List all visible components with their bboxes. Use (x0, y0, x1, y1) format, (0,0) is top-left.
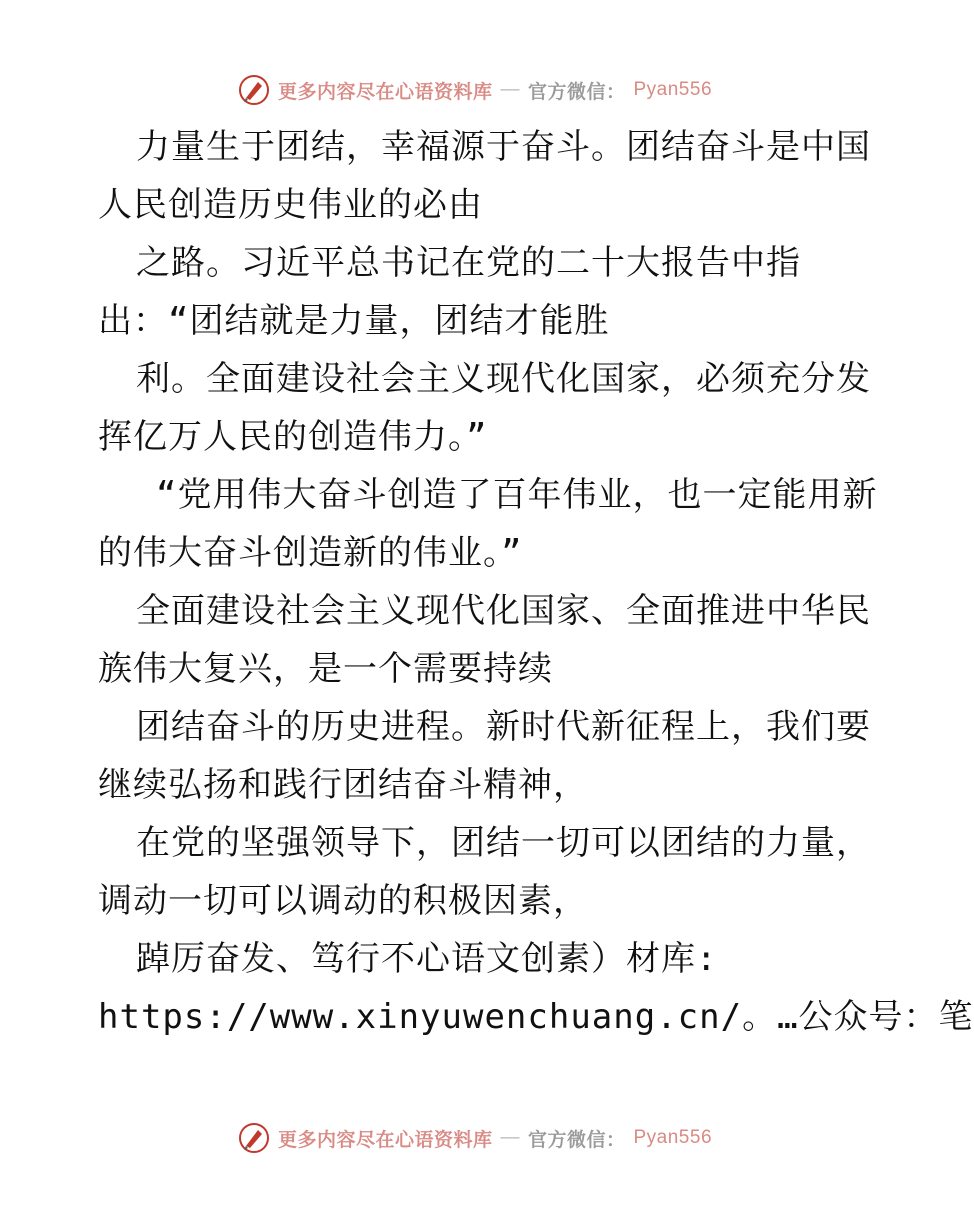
watermark-wechat-id: Pyan556 (633, 1127, 713, 1148)
watermark-main-text: 更多内容尽在心语资料库 (277, 1128, 493, 1151)
body-line: 之路。习近平总书记在党的二十大报告中指 (136, 243, 801, 283)
document-body (98, 118, 974, 1046)
watermark-dash: — (500, 1127, 520, 1148)
body-line: 族伟大复兴，是一个需要持续 (98, 649, 553, 689)
pen-nib-logo-icon (238, 74, 270, 106)
body-line: 在党的坚强领导下，团结一切可以团结的力量， (136, 823, 871, 863)
body-line: 踔厉奋发、笃行不心语文创素）材库: (136, 939, 718, 979)
body-line: 团结奋斗的历史进程。新时代新征程上，我们要 (136, 707, 871, 747)
body-line: “党用伟大奋斗创造了百年伟业，也一定能用新 (156, 475, 878, 515)
watermark-main-text: 更多内容尽在心语资料库 (277, 80, 493, 103)
body-line: 全面建设社会主义现代化国家、全面推进中华民 (136, 591, 871, 631)
watermark-wechat-label: 官方微信： (527, 80, 626, 103)
body-line: 利。全面建设社会主义现代化国家，必须充分发 (136, 359, 871, 399)
watermark-dash: — (500, 79, 520, 100)
body-line: 挥亿万人民的创造伟力。” (98, 417, 488, 457)
body-line: 的伟大奋斗创造新的伟业。” (98, 533, 523, 573)
header-watermark (0, 70, 950, 110)
watermark-wechat-label: 官方微信： (527, 1128, 626, 1151)
body-line: 力量生于团结，幸福源于奋斗。团结奋斗是中国 (136, 127, 871, 167)
footer-watermark (0, 1118, 950, 1158)
body-line: 调动一切可以调动的积极因素， (98, 881, 588, 921)
pen-nib-logo-icon (238, 1122, 270, 1154)
body-line: 出：“团结就是力量，团结才能胜 (98, 301, 610, 341)
body-line: 人民创造历史伟业的必由 (98, 185, 483, 225)
body-line: 继续弘扬和践行团结奋斗精神， (98, 765, 588, 805)
body-line: https://www.xinyuwenchuang.cn/。…公众号：笔 (98, 997, 974, 1037)
watermark-wechat-id: Pyan556 (633, 79, 713, 100)
